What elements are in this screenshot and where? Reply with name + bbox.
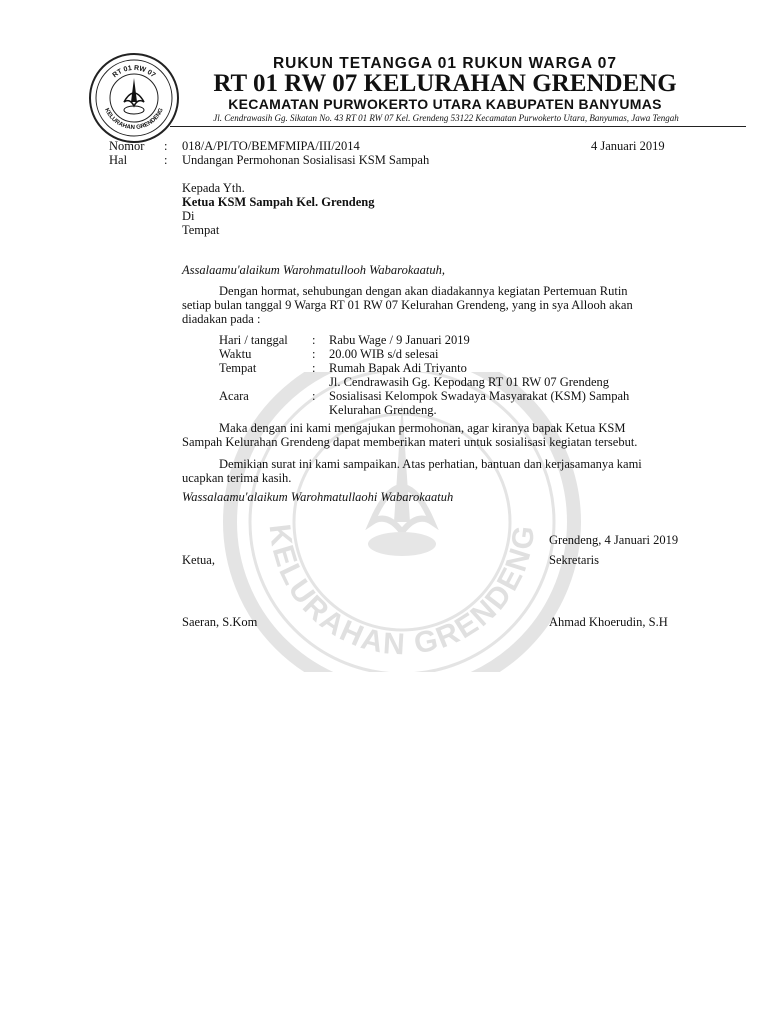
nomor-colon: : [164, 139, 168, 153]
detail-row [219, 389, 709, 403]
detail-row [219, 361, 709, 375]
nomor-label: Nomor [109, 139, 145, 153]
detail-colon: : [312, 347, 316, 361]
svg-text:RT 01 RW 07: RT 01 RW 07 [111, 64, 157, 80]
detail-colon: : [312, 333, 316, 347]
detail-row [219, 403, 709, 417]
detail-label: Waktu [219, 347, 252, 361]
hal-colon: : [164, 153, 168, 167]
para1-line-3: diadakan pada : [182, 312, 261, 326]
recipient-line-1: Kepada Yth. [182, 181, 245, 195]
para2-line-1: Maka dengan ini kami mengajukan permohonan, agar kiranya bapak Ketua KSM [219, 421, 626, 435]
left-signatory-title: Ketua, [182, 553, 215, 567]
letter-date: 4 Januari 2019 [591, 139, 665, 153]
detail-colon: : [312, 389, 316, 403]
left-signatory-name: Saeran, S.Kom [182, 615, 258, 629]
para1-line-2: setiap bulan tanggal 9 Warga RT 01 RW 07 Kelurahan Grendeng, yang in sya Allooh akan [182, 298, 633, 312]
event-details [219, 333, 709, 417]
detail-value: Jl. Cendrawasih Gg. Kepodang RT 01 RW 07 Grendeng [329, 375, 609, 389]
detail-label: Acara [219, 389, 249, 403]
right-signatory-title: Sekretaris [549, 553, 599, 567]
letterhead-title: RT 01 RW 07 KELURAHAN GRENDENG [213, 70, 677, 97]
detail-value: Kelurahan Grendeng. [329, 403, 437, 417]
right-signatory-name: Ahmad Khoerudin, S.H [549, 615, 668, 629]
detail-value: Sosialisasi Kelompok Swadaya Masyarakat (KSM) Sampah [329, 389, 630, 403]
watermark-text: KELURAHAN GRENDENG [262, 522, 542, 662]
detail-value: Rumah Bapak Adi Triyanto [329, 361, 467, 375]
detail-value: Rabu Wage / 9 Januari 2019 [329, 333, 470, 347]
recipient-line-2: Ketua KSM Sampah Kel. Grendeng [182, 195, 375, 209]
closing: Wassalaamu'alaikum Warohmatullaohi Wabarokaatuh [182, 490, 454, 504]
detail-colon: : [312, 361, 316, 375]
greeting: Assalaamu'alaikum Warohmatullooh Wabarokaatuh, [182, 263, 445, 277]
letterhead-line-3: KECAMATAN PURWOKERTO UTARA KABUPATEN BANYUMAS [228, 96, 662, 112]
detail-row [219, 375, 709, 389]
letterhead-address: Jl. Cendrawasih Gg. Sikatan No. 43 RT 01 RW 07 Kel. Grendeng 53122 Kecamatan Purwokerto Utara, Banyumas, Jawa Tengah [213, 113, 679, 123]
detail-label: Tempat [219, 361, 257, 375]
nomor-value: 018/A/PI/TO/BEMFMIPA/III/2014 [182, 139, 360, 153]
para2-line-2: Sampah Kelurahan Grendeng dapat memberikan materi untuk sosialisasi kegiatan tersebut. [182, 435, 638, 449]
detail-value: 20.00 WIB s/d selesai [329, 347, 439, 361]
watermark-seal [222, 372, 582, 672]
svg-text:KELURAHAN GRENDENG: KELURAHAN GRENDENG [103, 107, 165, 132]
detail-label: Hari / tanggal [219, 333, 288, 347]
recipient-line-4: Tempat [182, 223, 220, 237]
recipient-line-3: Di [182, 209, 195, 223]
para3-line-1: Demikian surat ini kami sampaikan. Atas perhatian, bantuan dan kerjasamanya kami [219, 457, 642, 471]
para1-line-1: Dengan hormat, sehubungan dengan akan diadakannya kegiatan Pertemuan Rutin [219, 284, 628, 298]
hal-label: Hal [109, 153, 128, 167]
detail-row [219, 333, 709, 347]
para3-line-2: ucapkan terima kasih. [182, 471, 292, 485]
letterhead-divider [170, 126, 746, 127]
letterhead-line-1: RUKUN TETANGGA 01 RUKUN WARGA 07 [272, 55, 618, 72]
place-date: Grendeng, 4 Januari 2019 [549, 533, 679, 547]
rt-rw-logo [88, 52, 180, 144]
detail-row [219, 347, 709, 361]
hal-value: Undangan Permohonan Sosialisasi KSM Sampah [182, 153, 430, 167]
